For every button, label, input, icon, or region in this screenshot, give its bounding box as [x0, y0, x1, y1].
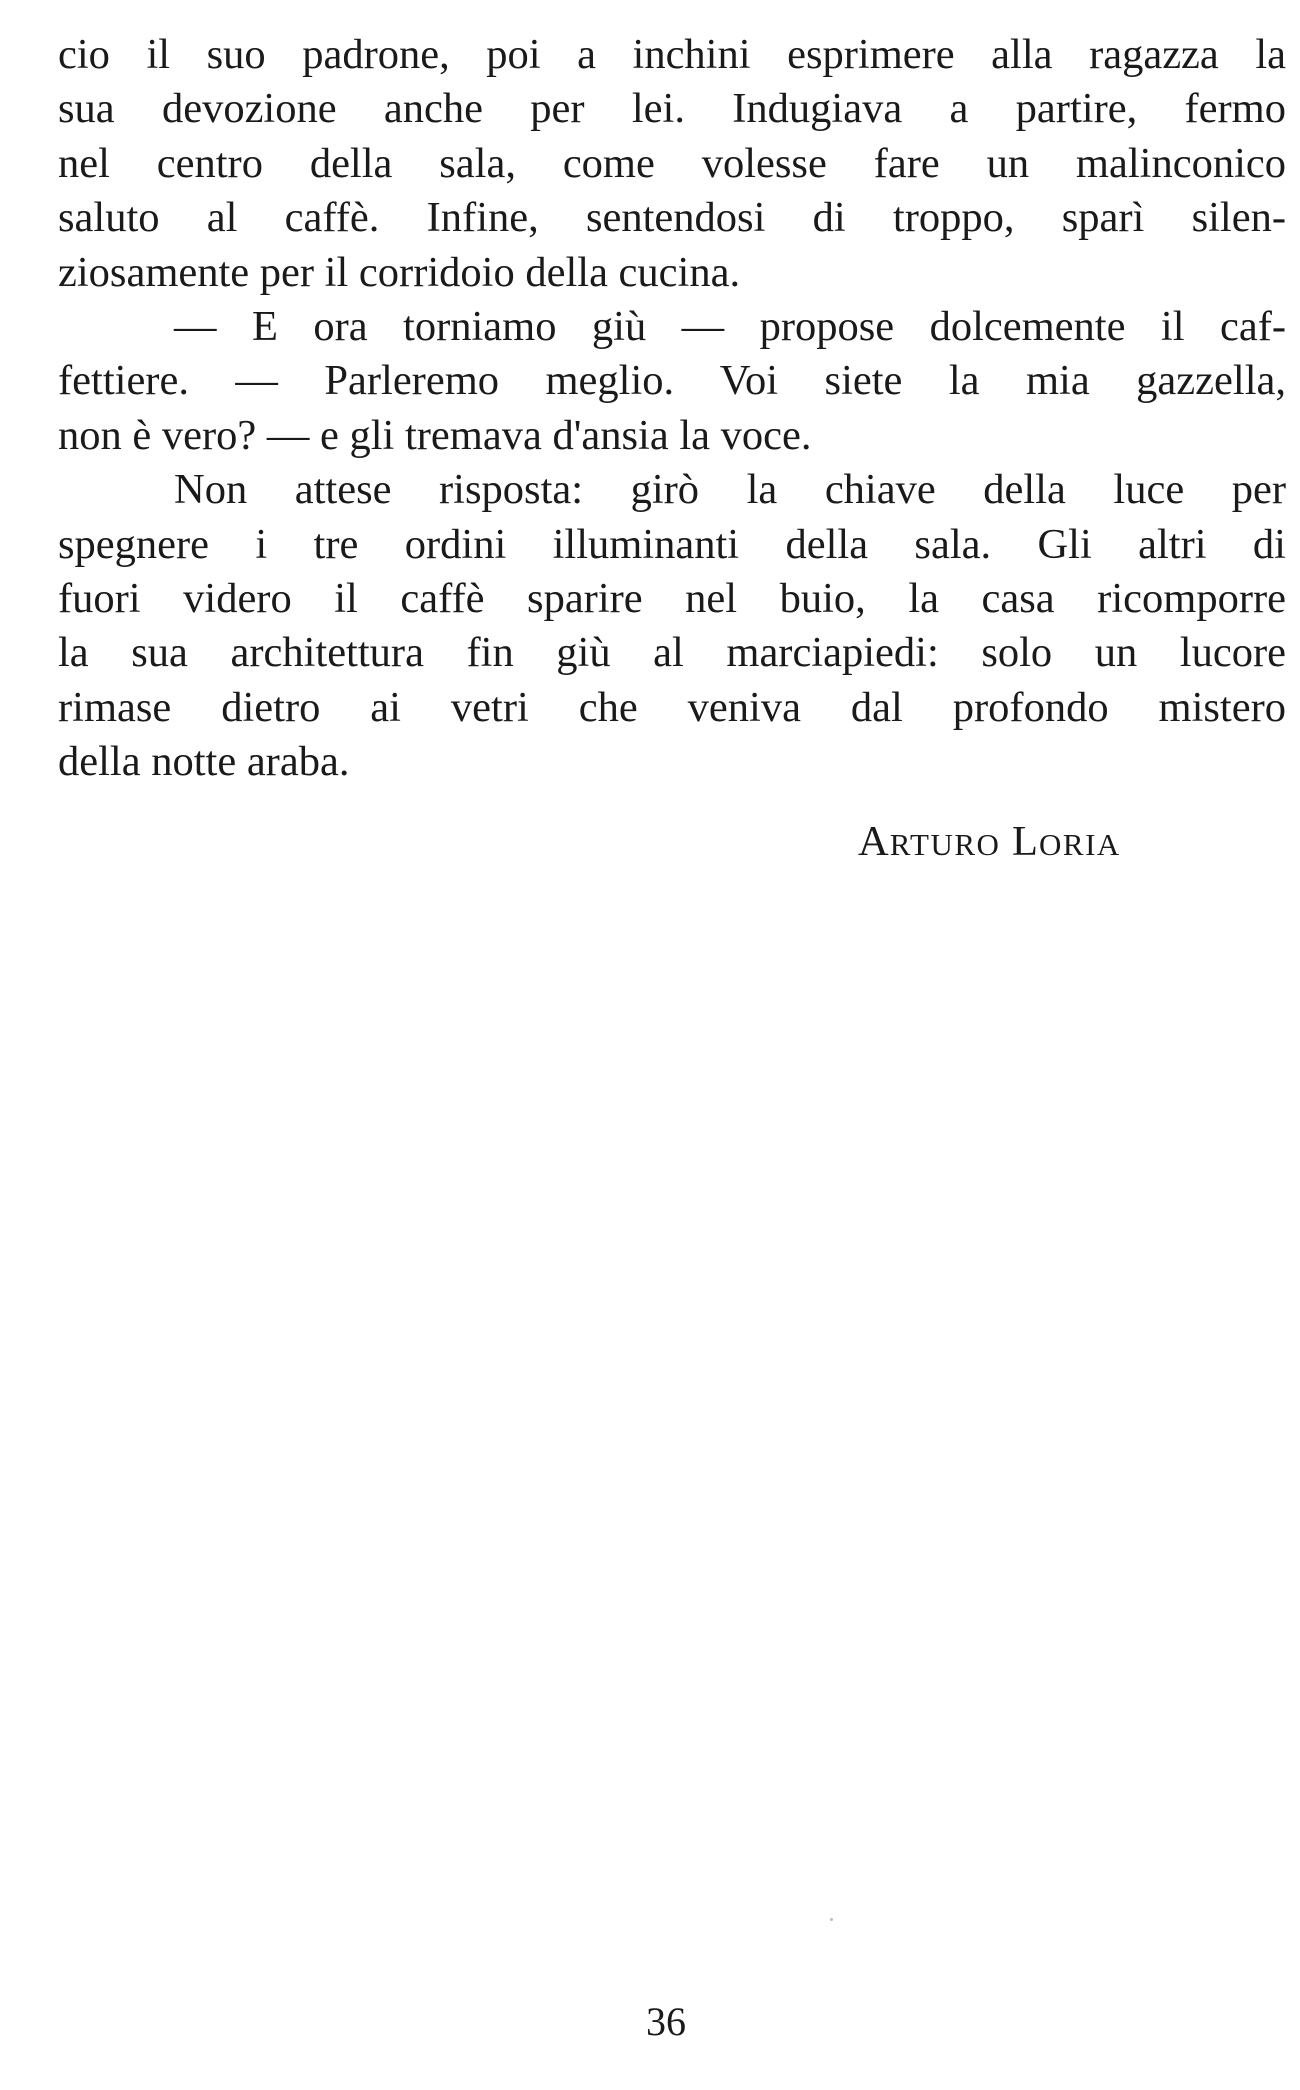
text-line: fuori videro il caffè sparire nel buio, la casa ricomporre: [58, 575, 1286, 623]
author-last-initial: L: [1012, 818, 1039, 865]
text-line: Non attese risposta: girò la chiave della luce per: [174, 466, 1286, 514]
author-first-rest: RTURO: [889, 827, 1001, 862]
author-last-rest: ORIA: [1039, 827, 1121, 862]
text-line: cio il suo padrone, poi a inchini esprimere alla ragazza la: [58, 31, 1286, 78]
page-number: 36: [646, 1999, 686, 2044]
text-line: spegnere i tre ordini illuminanti della sala. Gli altri di: [58, 520, 1286, 568]
text-line: nel centro della sala, come volesse fare un malinconico: [58, 139, 1286, 187]
author-first-initial: A: [858, 818, 890, 865]
paragraph-1: [58, 28, 1286, 300]
text-line: della notte araba.: [58, 738, 350, 786]
text-line: ziosamente per il corridoio della cucina.: [58, 248, 741, 296]
text-line: sua devozione anche per lei. Indugiava a partire, fermo: [58, 85, 1286, 133]
text-block: [58, 28, 1286, 790]
text-line: saluto al caffè. Infine, sentendosi di troppo, sparì silen-: [58, 194, 1286, 242]
text-line: non è vero? — e gli tremava d'ansia la voce.: [58, 411, 812, 459]
text-line: la sua architettura fin giù al marciapiedi: solo un lucore: [58, 629, 1286, 677]
paragraph-3: [58, 463, 1286, 789]
text-line: rimase dietro ai vetri che veniva dal profondo mistero: [58, 683, 1286, 731]
author-signature: [858, 815, 1121, 872]
text-line: fettiere. — Parleremo meglio. Voi siete la mia gazzella,: [58, 357, 1286, 405]
paragraph-2: [58, 300, 1286, 463]
paper-speck: [830, 1918, 833, 1921]
text-line: — E ora torniamo giù — propose dolcemente il caf-: [174, 303, 1286, 351]
